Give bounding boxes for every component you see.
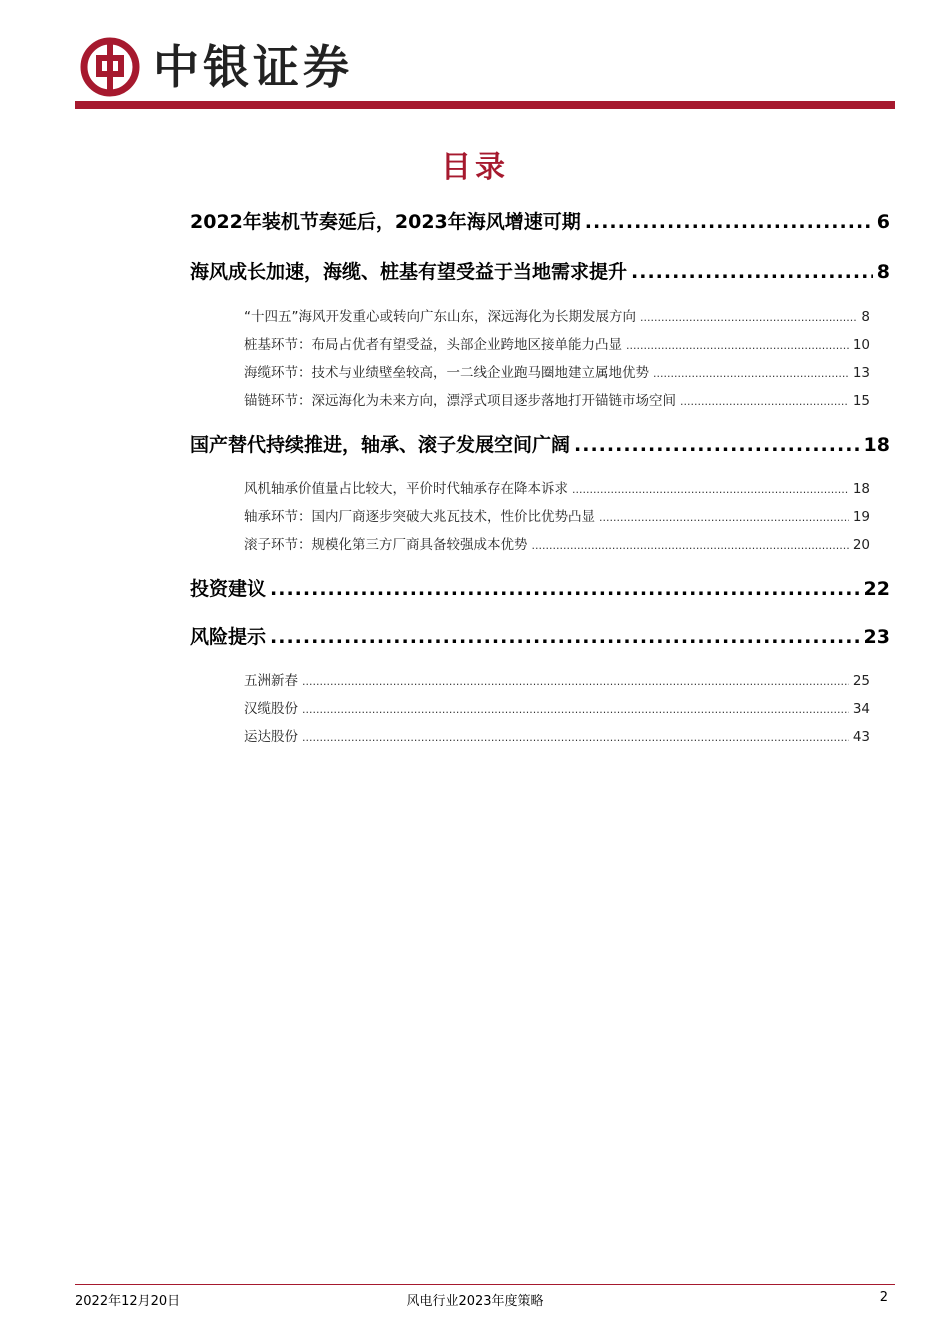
header-divider [75, 101, 895, 109]
toc-subentry[interactable] [244, 305, 870, 325]
leader-dots [640, 311, 857, 324]
leader-dots [302, 731, 849, 744]
leader-dots [680, 395, 849, 408]
toc-entry-title: 风机轴承价值量占比较大，平价时代轴承存在降本诉求 [244, 481, 568, 497]
leader-dots [585, 211, 873, 233]
toc-entry-title: 风险提示 [190, 626, 267, 648]
toc-entry-page: 10 [852, 337, 870, 353]
toc-entry-page: 19 [852, 509, 870, 525]
toc-entry[interactable] [190, 257, 890, 284]
toc-entry-title: “十四五”海风开发重心或转向广东山东，深远海化为长期发展方向 [244, 309, 636, 325]
toc-entry-page: 8 [876, 261, 890, 283]
toc-subentry[interactable] [244, 669, 870, 689]
page-header [75, 32, 895, 110]
toc-entry-title: 海风成长加速，海缆、桩基有望受益于当地需求提升 [190, 261, 628, 283]
footer-divider [75, 1284, 895, 1285]
toc-entry-page: 20 [852, 537, 870, 553]
toc-entry-page: 15 [852, 393, 870, 409]
toc-entry-title: 汉缆股份 [244, 701, 298, 717]
leader-dots [270, 626, 860, 648]
toc-entry[interactable] [190, 622, 890, 649]
toc-entry-title: 投资建议 [190, 578, 267, 600]
toc-subentry[interactable] [244, 505, 870, 525]
leader-dots [572, 483, 849, 496]
leader-dots [653, 367, 849, 380]
toc-entry-page: 18 [852, 481, 870, 497]
toc-entry-page: 18 [863, 434, 890, 456]
leader-dots [574, 434, 860, 456]
toc-entry-title: 五洲新春 [244, 673, 298, 689]
toc-entry-title: 锚链环节：深远海化为未来方向，漂浮式项目逐步落地打开锚链市场空间 [244, 393, 676, 409]
leader-dots [270, 578, 860, 600]
toc-subentry[interactable] [244, 725, 870, 745]
leader-dots [532, 539, 849, 552]
bank-of-china-logo-icon [80, 37, 140, 97]
toc-subentry[interactable] [244, 697, 870, 717]
toc-entry-page: 22 [863, 578, 890, 600]
leader-dots [302, 703, 849, 716]
leader-dots [631, 261, 873, 283]
toc-entry-page: 23 [863, 626, 890, 648]
brand-name: 中银证券 [153, 40, 353, 94]
toc-subentry[interactable] [244, 533, 870, 553]
toc-entry-page: 6 [876, 211, 890, 233]
toc-entry-title: 滚子环节：规模化第三方厂商具备较强成本优势 [244, 537, 528, 553]
toc-entry-page: 13 [852, 365, 870, 381]
toc-subentry[interactable] [244, 333, 870, 353]
toc-subentry[interactable] [244, 361, 870, 381]
toc-entry[interactable] [190, 430, 890, 457]
toc-entry-title: 2022年装机节奏延后，2023年海风增速可期 [190, 211, 581, 233]
toc-entry-page: 8 [861, 309, 870, 325]
toc-entry-title: 国产替代持续推进，轴承、滚子发展空间广阔 [190, 434, 571, 456]
toc-subentry[interactable] [244, 389, 870, 409]
toc-entry-title: 轴承环节：国内厂商逐步突破大兆瓦技术，性价比优势凸显 [244, 509, 595, 525]
toc-entry[interactable] [190, 207, 890, 234]
toc-entry-page: 43 [852, 729, 870, 745]
toc-subentry[interactable] [244, 477, 870, 497]
toc-entry-page: 25 [852, 673, 870, 689]
footer-page-number: 2 [879, 1290, 888, 1305]
footer-date: 2022年12月20日 [75, 1294, 181, 1309]
toc-title: 目录 [441, 150, 509, 185]
toc-entry-title: 海缆环节：技术与业绩壁垒较高，一二线企业跑马圈地建立属地优势 [244, 365, 649, 381]
leader-dots [302, 675, 849, 688]
footer-report-title: 风电行业2023年度策略 [406, 1294, 544, 1309]
leader-dots [599, 511, 849, 524]
toc-entry[interactable] [190, 574, 890, 601]
toc-entry-page: 34 [852, 701, 870, 717]
leader-dots [626, 339, 849, 352]
toc-entry-title: 桩基环节：布局占优者有望受益，头部企业跨地区接单能力凸显 [244, 337, 622, 353]
toc-entry-title: 运达股份 [244, 729, 298, 745]
